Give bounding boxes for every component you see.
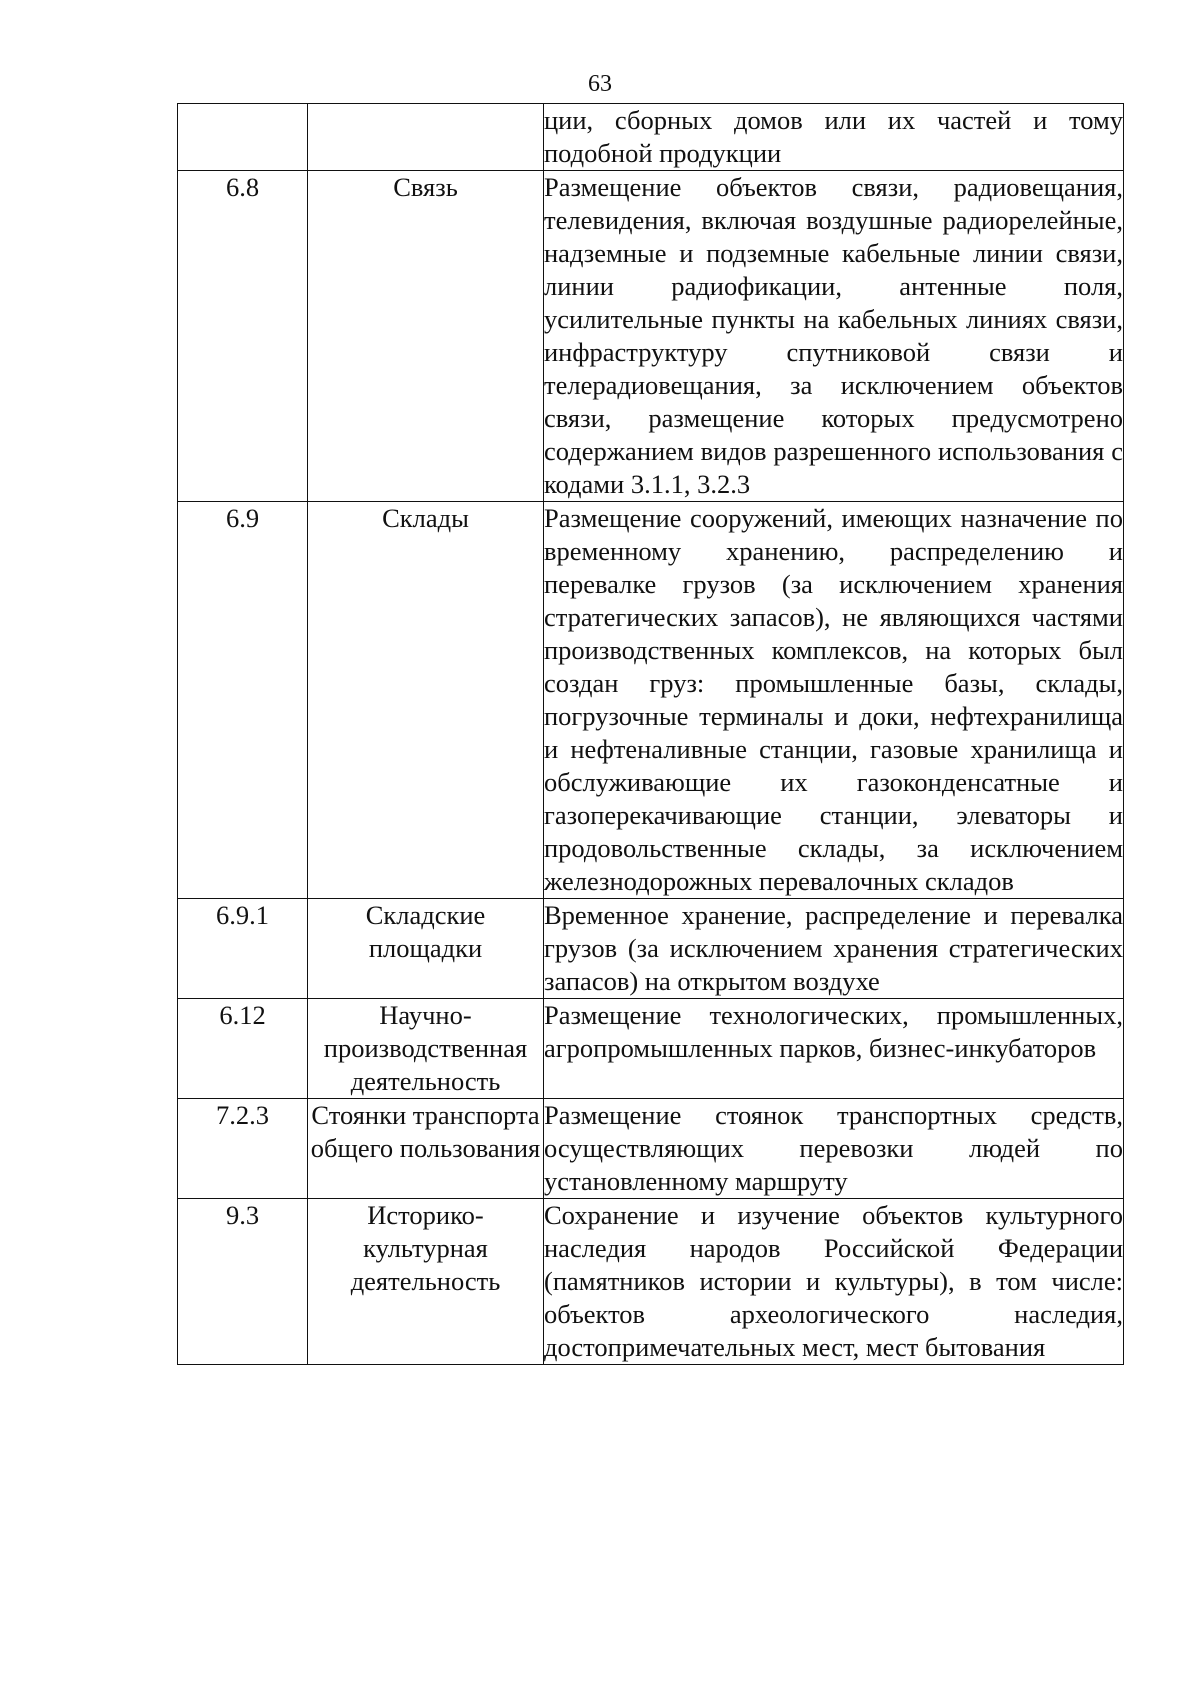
name-cell: Историко-культурная деятельность: [308, 1199, 544, 1365]
code-cell: 6.12: [178, 999, 308, 1099]
description-cell: Размещение сооружений, имеющих назначение по временному хранению, распределению и перевалке грузов (за исключением хранения стратегических запасов), не являющихся частями производственных комплексов, на которых был создан груз: промышленные базы, склады, погрузочные терминалы и доки, нефтехранилища и нефтеналивные станции, газовые хранилища и обслуживающие их газоконденсатные и газоперекачивающие станции, элеваторы и продовольственные склады, за исключением железнодорожных перевалочных складов: [544, 502, 1124, 899]
code-cell: 7.2.3: [178, 1099, 308, 1199]
name-cell: Складские площадки: [308, 899, 544, 999]
table-row: [178, 171, 1124, 502]
table-row: [178, 999, 1124, 1099]
description-cell: Размещение объектов связи, радиовещания, телевидения, включая воздушные радиорелейные, надземные и подземные кабельные линии связи, линии радиофикации, антенные поля, усилительные пункты на кабельных линиях связи, инфраструктуру спутниковой связи и телерадиовещания, за исключением объектов связи, размещение которых предусмотрено содержанием видов разрешенного использования с кодами 3.1.1, 3.2.3: [544, 171, 1124, 502]
code-cell: 9.3: [178, 1199, 308, 1365]
table-row: [178, 1199, 1124, 1365]
name-cell: Склады: [308, 502, 544, 899]
name-cell: Связь: [308, 171, 544, 502]
description-cell: Сохранение и изучение объектов культурного наследия народов Российской Федерации (памятников истории и культуры), в том числе: объектов археологического наследия, достопримечательных мест, мест бытования: [544, 1199, 1124, 1365]
description-cell: Временное хранение, распределение и перевалка грузов (за исключением хранения стратегических запасов) на открытом воздухе: [544, 899, 1124, 999]
code-cell: [178, 104, 308, 171]
description-cell: Размещение технологических, промышленных, агропромышленных парков, бизнес-инкубаторов: [544, 999, 1124, 1099]
description-cell: ции, сборных домов или их частей и тому подобной продукции: [544, 104, 1124, 171]
land-use-table: [177, 103, 1124, 1365]
table-row: [178, 104, 1124, 171]
table-row: [178, 502, 1124, 899]
table-row: [178, 899, 1124, 999]
description-cell: Размещение стоянок транспортных средств, осуществляющих перевозки людей по установленному маршруту: [544, 1099, 1124, 1199]
code-cell: 6.9.1: [178, 899, 308, 999]
name-cell: Стоянки транспорта общего пользования: [308, 1099, 544, 1199]
name-cell: Научно-производственная деятельность: [308, 999, 544, 1099]
name-cell: [308, 104, 544, 171]
code-cell: 6.8: [178, 171, 308, 502]
table-row: [178, 1099, 1124, 1199]
page-number: 63: [588, 71, 612, 97]
code-cell: 6.9: [178, 502, 308, 899]
